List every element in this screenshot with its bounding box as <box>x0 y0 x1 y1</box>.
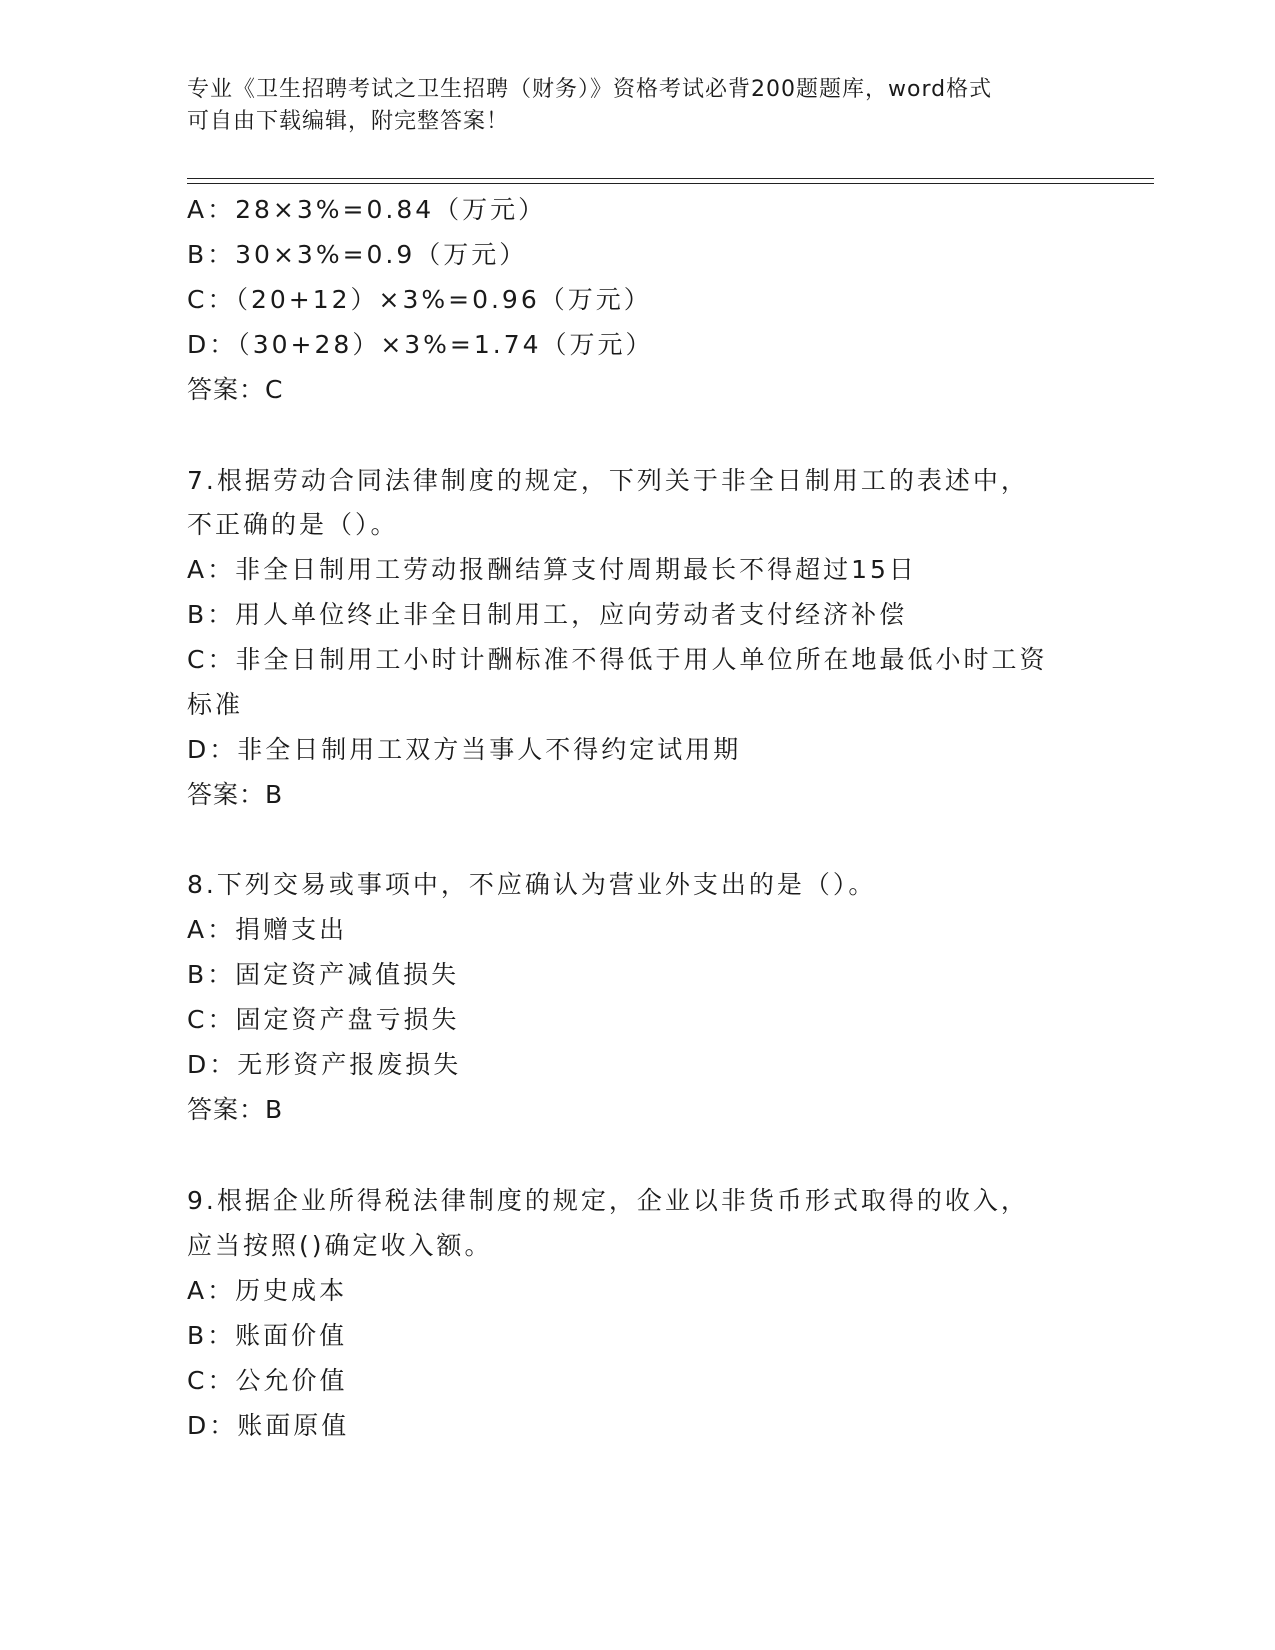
q6-option-b: B：30×3%=0.9（万元） <box>187 240 528 269</box>
q6-option-d: D：（30+28）×3%=1.74（万元） <box>187 330 654 359</box>
page-header <box>187 74 1087 138</box>
q9-stem-line-2: 应当按照()确定收入额。 <box>187 1231 493 1260</box>
q8-option-c: C：固定资产盘亏损失 <box>187 1005 460 1034</box>
q9-stem-line-1: 9.根据企业所得税法律制度的规定，企业以非货币形式取得的收入， <box>187 1186 1029 1215</box>
q7-stem-line-1: 7.根据劳动合同法律制度的规定，下列关于非全日制用工的表述中， <box>187 466 1029 495</box>
q8-option-b: B：固定资产减值损失 <box>187 960 460 989</box>
header-title-line-2: 可自由下载编辑，附完整答案！ <box>187 109 510 134</box>
q7-answer: 答案：B <box>187 780 284 809</box>
q7-option-d: D：非全日制用工双方当事人不得约定试用期 <box>187 735 742 764</box>
q8-stem: 8.下列交易或事项中，不应确认为营业外支出的是（）。 <box>187 870 877 899</box>
q8-option-d: D：无形资产报废损失 <box>187 1050 462 1079</box>
header-title-line-1: 专业《卫生招聘考试之卫生招聘（财务）》资格考试必背200题题库，word格式 <box>187 77 993 102</box>
q9-option-d: D：账面原值 <box>187 1411 350 1440</box>
q7-option-b: B：用人单位终止非全日制用工，应向劳动者支付经济补偿 <box>187 600 908 629</box>
q7-option-c-line-2: 标准 <box>187 690 244 719</box>
q7-stem-line-2: 不正确的是（）。 <box>187 510 399 539</box>
q6-option-a: A：28×3%=0.84（万元） <box>187 195 547 224</box>
q6-option-c: C：（20+12）×3%=0.96（万元） <box>187 285 652 314</box>
q8-option-a: A：捐赠支出 <box>187 915 348 944</box>
header-divider-top <box>187 178 1154 179</box>
q8-answer: 答案：B <box>187 1095 284 1124</box>
q9-option-b: B：账面价值 <box>187 1321 348 1350</box>
q9-option-a: A：历史成本 <box>187 1276 348 1305</box>
q7-option-c-line-1: C：非全日制用工小时计酬标准不得低于用人单位所在地最低小时工资 <box>187 645 1048 674</box>
q9-option-c: C：公允价值 <box>187 1366 348 1395</box>
header-divider-bottom <box>187 183 1154 184</box>
q7-option-a: A：非全日制用工劳动报酬结算支付周期最长不得超过15日 <box>187 555 917 584</box>
q6-answer: 答案：C <box>187 375 284 404</box>
